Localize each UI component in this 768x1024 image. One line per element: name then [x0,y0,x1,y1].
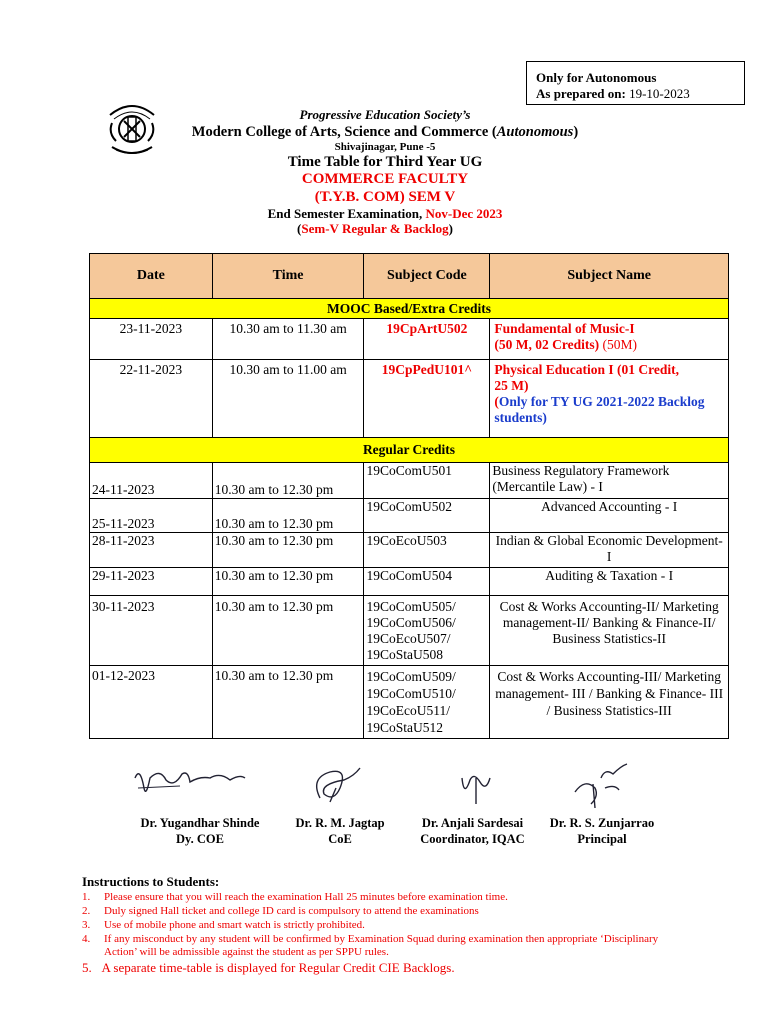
row-date: 24-11-2023 [90,463,213,499]
college-name [150,124,620,141]
header-date: Date [90,254,213,299]
instruction-number: 4. [82,933,91,945]
row-date: 29-11-2023 [90,568,213,596]
note-line2 [536,86,744,102]
row-date: 22-11-2023 [90,360,213,438]
section-mooc-row [90,299,729,319]
signatory-role: CoE [328,832,352,846]
header-time: Time [212,254,364,299]
instruction-item [82,946,389,959]
row-time: 10.30 am to 12.30 pm [212,596,364,666]
signatory-2 [280,815,400,847]
instruction-text: Please ensure that you will reach the examination Hall 25 minutes before examination time. [104,891,508,903]
autonomous-note-box [526,61,745,105]
semester-title: (T.Y.B. COM) SEM V [314,189,456,205]
signature-4 [565,758,635,818]
signatory-role: Dy. COE [176,832,224,846]
row-code: 19CoComU502 [364,499,490,533]
instruction-text: Duly signed Hall ticket and college ID card is compulsory to attend the examinations [104,905,479,917]
table-row [90,360,729,438]
row-subject-line2 [494,337,724,353]
row-subject-line1: Fundamental of Music-I [494,321,635,336]
row-date: 25-11-2023 [90,499,213,533]
row-date: 28-11-2023 [90,533,213,568]
exam-label: End Semester Examination, [267,206,426,221]
table-row [90,533,729,568]
instruction-item [82,905,479,918]
exam-type-close: ) [448,221,453,236]
section-mooc: MOOC Based/Extra Credits [90,299,729,319]
table-row [90,499,729,533]
instruction-number: 5. [82,960,92,975]
row-code: 19CoComU509/ 19CoComU510/ 19CoEcoU511/ 19CoStaU512 [364,666,490,739]
row-subject [490,319,729,360]
signatory-name: Dr. R. S. Zunjarrao [549,816,655,830]
signature-1 [130,758,250,818]
row-date: 23-11-2023 [90,319,213,360]
college-place: Shivajinagar, Pune -5 [334,141,436,153]
exam-type-text: Sem-V Regular & Backlog [301,221,449,236]
exam-session: Nov-Dec 2023 [425,206,503,221]
exam-type-open: ( [297,221,302,236]
row-date: 01-12-2023 [90,666,213,739]
instruction-number: 1. [82,891,91,903]
signatory-role: Principal [577,832,627,846]
row-code: 19CoEcoU503 [364,533,490,568]
row-subject: Indian & Global Economic Development- I [490,533,729,568]
prepared-on-label: As prepared on: [536,86,626,101]
row-time: 10.30 am to 11.00 am [212,360,364,438]
row-subject-line2-extra: (50M) [599,337,637,352]
timetable-title: Time Table for Third Year UG [287,154,483,170]
instruction-text: Action’ will be admissible against the student as per SPPU rules. [104,946,389,958]
instruction-number: 3. [82,919,91,931]
row-subject: Auditing & Taxation - I [490,568,729,596]
section-regular-row [90,438,729,463]
signatory-3 [405,815,540,847]
table-row [90,568,729,596]
row-time: 10.30 am to 12.30 pm [212,499,364,533]
row-time: 10.30 am to 12.30 pm [212,533,364,568]
row-subject-line2-main: (50 M, 02 Credits) [494,337,600,352]
row-subject-note-text: Only for TY UG 2021-2022 Backlog students) [494,394,705,425]
note-line1: Only for Autonomous [536,70,657,85]
signatory-1 [125,815,275,847]
table-header-row [90,254,729,299]
instruction-item-5 [82,960,455,976]
row-subject: Business Regulatory Framework (Mercantile Law) - I [490,463,729,499]
instruction-item [82,933,658,946]
instruction-item [82,891,508,904]
row-subject-note [494,394,724,426]
row-code: 19CpPedU101^ [364,360,490,438]
row-code: 19CoComU505/ 19CoComU506/ 19CoEcoU507/ 19CoStaU508 [364,596,490,666]
table-row [90,596,729,666]
row-subject: Cost & Works Accounting-III/ Marketing management- III / Banking & Finance- III / Business Statistics-III [490,666,729,739]
instruction-item [82,919,365,932]
college-name-main: Modern College of Arts, Science and Commerce ( [191,124,497,140]
row-subject [490,360,729,438]
instruction-text: If any misconduct by any student will be confirmed by Examination Squad during examination then appropriate ‘Disciplinary [104,933,659,945]
row-code: 19CpArtU502 [364,319,490,360]
signatory-role: Coordinator, IQAC [420,832,525,846]
signature-3 [450,758,510,818]
instruction-number: 2. [82,905,91,917]
header-subject-code: Subject Code [364,254,490,299]
row-subject-note-open: ( [494,394,499,409]
faculty-title: COMMERCE FACULTY [301,171,469,187]
row-subject-line2: 25 M) [494,378,529,393]
college-autonomous: Autonomous [496,124,574,140]
instruction-text: A separate time-table is displayed for Regular Credit CIE Backlogs. [101,960,455,975]
signatory-4 [537,815,667,847]
signature-2 [300,758,380,818]
prepared-on-date: 19-10-2023 [629,86,690,101]
row-subject: Cost & Works Accounting-II/ Marketing management-II/ Banking & Finance-II/ Business Statistics-II [490,596,729,666]
instruction-text: Use of mobile phone and smart watch is strictly prohibited. [104,919,365,931]
society-name: Progressive Education Society’s [299,107,471,122]
signatory-name: Dr. R. M. Jagtap [295,816,385,830]
row-time: 10.30 am to 11.30 am [212,319,364,360]
row-code: 19CoComU501 [364,463,490,499]
timetable [89,253,729,739]
row-subject-line1: Physical Education I (01 Credit, [494,362,679,377]
table-row [90,666,729,739]
row-time: 10.30 am to 12.30 pm [212,666,364,739]
exam-title [150,206,620,222]
table-row [90,463,729,499]
table-row [90,319,729,360]
row-time: 10.30 am to 12.30 pm [212,463,364,499]
signatory-name: Dr. Yugandhar Shinde [140,816,260,830]
section-regular: Regular Credits [90,438,729,463]
exam-type [140,221,610,237]
signatory-name: Dr. Anjali Sardesai [421,816,524,830]
college-close: ) [573,124,579,140]
row-time: 10.30 am to 12.30 pm [212,568,364,596]
header-subject-name: Subject Name [490,254,729,299]
row-subject: Advanced Accounting - I [490,499,729,533]
row-code: 19CoComU504 [364,568,490,596]
instructions-heading: Instructions to Students: [82,874,220,889]
row-date: 30-11-2023 [90,596,213,666]
